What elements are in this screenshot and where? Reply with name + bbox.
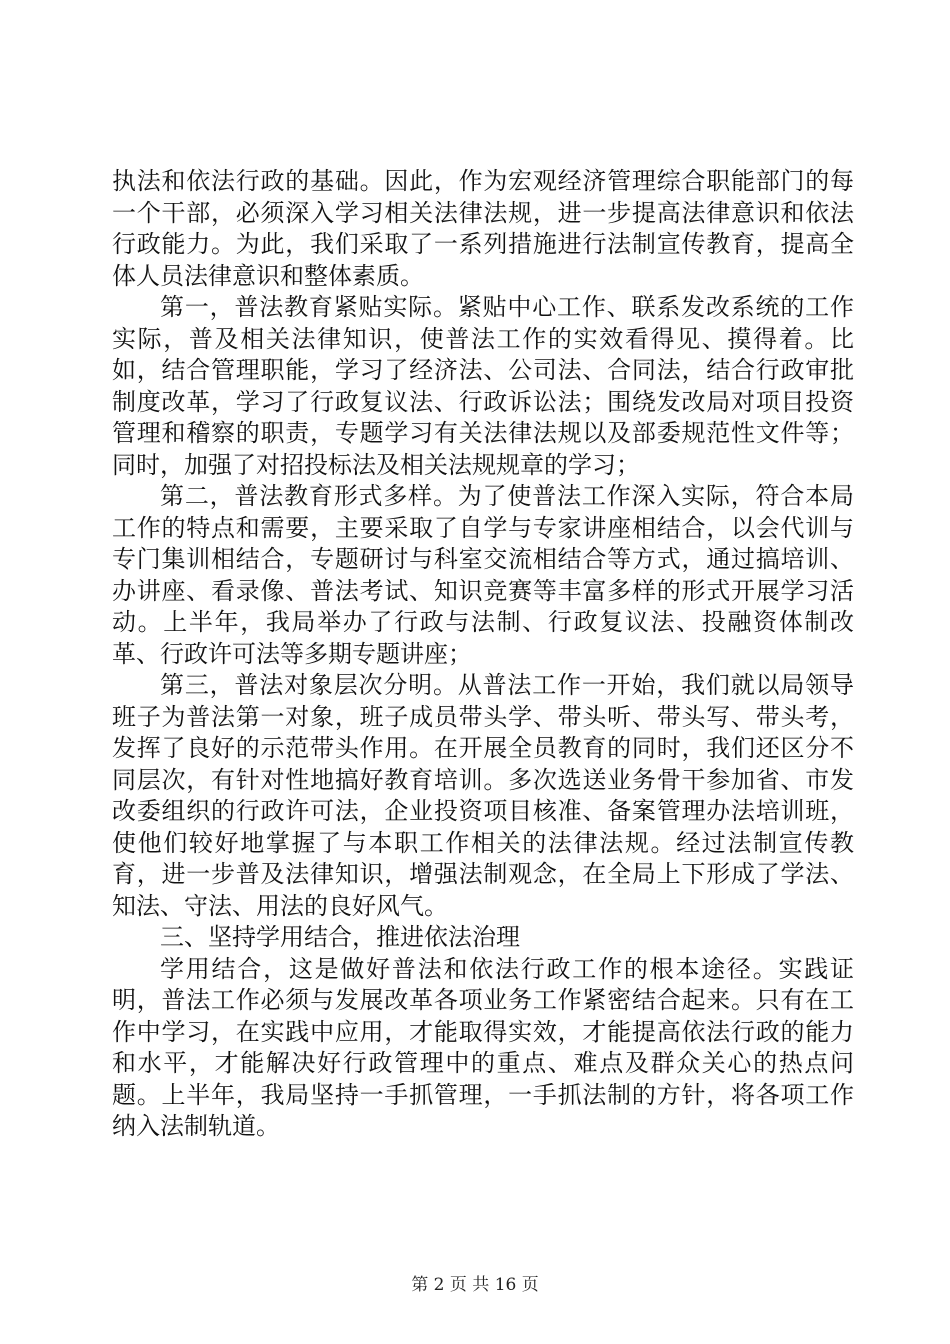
paragraph-continuation: 执法和依法行政的基础。因此，作为宏观经济管理综合职能部门的每一个干部，必须深入学习相关法律法规，进一步提高法律意识和依法行政能力。为此，我们采取了一系列措施进行法制宣传教育，提高全体人员法律意识和整体素质。	[112, 167, 854, 290]
paragraph-first-point: 第一，普法教育紧贴实际。紧贴中心工作、联系发改系统的工作实际，普及相关法律知识，使普法工作的实效看得见、摸得着。比如，结合管理职能，学习了经济法、公司法、合同法，结合行政审批制度改革，学习了行政复议法、行政诉讼法；围绕发改局对项目投资管理和稽察的职责，专题学习有关法律法规以及部委规范性文件等；同时，加强了对招投标法及相关法规规章的学习；	[112, 293, 854, 479]
page-number-footer: 第 2 页 共 16 页	[411, 1275, 539, 1295]
section-heading: 三、坚持学用结合，推进依法治理	[160, 923, 520, 951]
paragraph-section-body: 学用结合，这是做好普法和依法行政工作的根本途径。实践证明，普法工作必须与发展改革各项业务工作紧密结合起来。只有在工作中学习，在实践中应用，才能取得实效，才能提高依法行政的能力和水平，才能解决好行政管理中的重点、难点及群众关心的热点问题。上半年，我局坚持一手抓管理，一手抓法制的方针，将各项工作纳入法制轨道。	[112, 954, 854, 1140]
document-body	[112, 166, 854, 1143]
paragraph-third-point: 第三，普法对象层次分明。从普法工作一开始，我们就以局领导班子为普法第一对象，班子成员带头学、带头听、带头写、带头考，发挥了良好的示范带头作用。在开展全员教育的同时，我们还区分不同层次，有针对性地搞好教育培训。多次选送业务骨干参加省、市发改委组织的行政许可法，企业投资项目核准、备案管理办法培训班，使他们较好地掌握了与本职工作相关的法律法规。经过法制宣传教育，进一步普及法律知识，增强法制观念，在全局上下形成了学法、知法、守法、用法的良好风气。	[112, 671, 854, 920]
paragraph-second-point: 第二，普法教育形式多样。为了使普法工作深入实际，符合本局工作的特点和需要，主要采取了自学与专家讲座相结合，以会代训与专门集训相结合，专题研讨与科室交流相结合等方式，通过搞培训、办讲座、看录像、普法考试、知识竞赛等丰富多样的形式开展学习活动。上半年，我局举办了行政与法制、行政复议法、投融资体制改革、行政许可法等多期专题讲座；	[112, 482, 854, 668]
